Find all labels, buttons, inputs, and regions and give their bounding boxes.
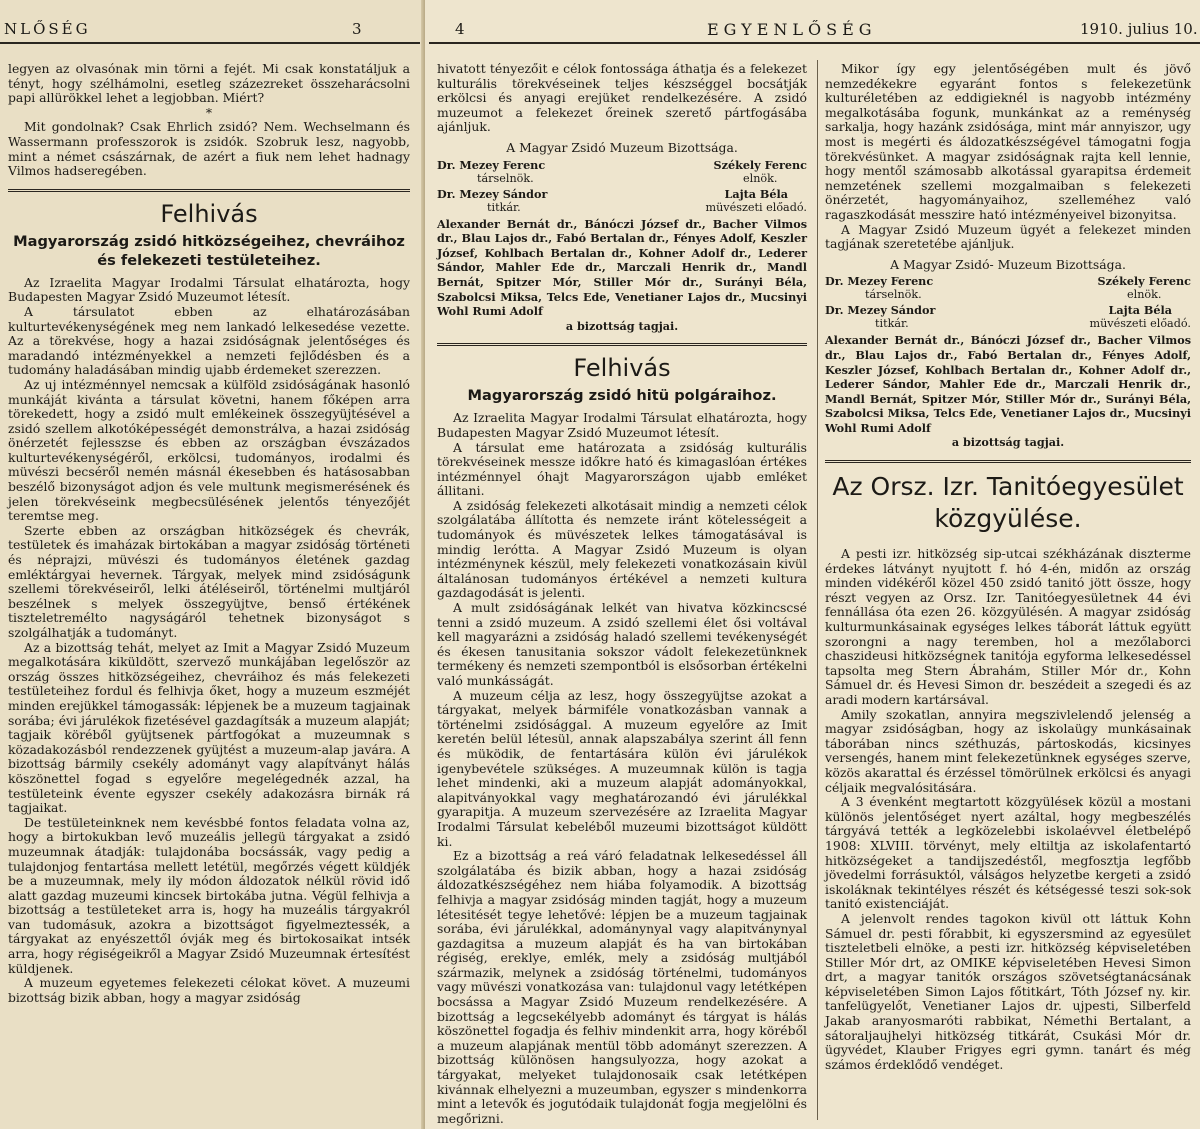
intro-paragraph: legyen az olvasónak min törni a fejét. Mi csak konstatáljuk a tényt, hogy szélhámolni, esetleg százezreket összeharácsolni papi allürökkel lehet a legjobban. Miért? (8, 61, 410, 106)
article-paragraph: De testületeinknek nem kevésbbé fontos feladata volna az, hogy a birtokukban levő muzeális jellegü tárgyakat a zsidó muzeumnak átadják: tulajdonába bocsássák, vagy pedig a tulajdonjog fentartása mellett letétül, megőrzés végett küldjék be a muzeumnak, mely ily módon áldozatok nélkül rövid idő alatt gazdag muzeumi kincsek birtokába jutna. Végül felhivja a bizottság a testületeket arra is, hogy ha muzeális tárgyakról van tudomásuk, azokra a bizottságot figyelmeztessék, a tárgyakat az enyészettől óvják meg és birtokosaikat intsék arra, hogy régiségeikről a Magyar Zsidó Muzeumnak értesítést küldjenek. (8, 814, 410, 976)
article-paragraph: A 3 évenként megtartott közgyülések közül a mostani különös jelentőséget nyert azáltal, hogy megbeszélés tárgyává tették a legközelebbi iskolaévvel életbelépő 1908: XLVIII. törvényt, mely eltiltja az iskolafentartó hitközségeket a tandijszedéstől, megfosztja legfőbb jövedelmi forrásuktól, válságos helyzetbe kergeti a zsidó iskoláknak tekintélyes részét és kétségessé teszi sok-sok tanitó existenciáját. (825, 794, 1191, 912)
section-rule (437, 343, 807, 346)
left-head-rule (0, 42, 420, 44)
signatory-name: Dr. Mezey Ferenc (437, 157, 546, 172)
signatory-name: Lajta Béla (1108, 303, 1173, 318)
appeal-paragraph: A Magyar Zsidó Muzeum ügyét a felekezet minden tagjának szeretetébe ajánljuk. (825, 221, 1191, 252)
article-title: Az Orsz. Izr. Tanitóegyesület közgyülése. (832, 472, 1184, 534)
article-paragraph: A társulatot ebben az elhatározásában kulturtevékenységének meg nem lankadó lelkesedése vezette. Az a törekvése, hogy a hazai zsidóságnak jelentőséges és maradandó intézményekkel a nemzeti fejlődésben és a tudomány haladásában mindig ujabb érdemeket szerezzen. (8, 303, 410, 378)
article-paragraph: Szerte ebben az országban hitközségek és chevrák, testületek és imaházak birtokában a magyar zsidóság történeti és néprajzi, müvészi és tudományos életének gazdag emléktárgyai hevernek. Tárgyak, melyek mind zsidóságunk szellemi törekvéseiről, lelki átéléseiről, történelmi multjáról beszélnek s melyek összegyüjtve, benső értékének tiszteletremélto nagyságáról tehetnek bizonyságot s szolgálhatják a tudományt. (8, 522, 410, 640)
signature-row (825, 275, 1191, 301)
appeal-paragraph: Mikor így egy jelentőségében mult és jövő nemzedékekre egyaránt fontos s felekezetünk kulturéletében az eddigieknél is nagyobb intézmény megalkotásába fogunk, munkánkat az a reménység sarkalja, hogy hazánk zsidósága, mint már annyiszor, ugy most is megérti és áldozatkészségével támogatni fogja törekvésünket. A magyar zsidóságnak rajta kell lennie, hogy mentől számosabb alkotással gyarapitsa érdemeit nemzetének szellemi mozgalmaiban s felekezeti önérzetét, hagyományaihoz, szelleméhez való ragaszkodását messzire ható intézményeivel bizonyitsa. (825, 61, 1191, 222)
members-tail: a bizottság tagjai. (565, 318, 679, 333)
signatory-name: Dr. Mezey Sándor (825, 303, 936, 318)
right-running-head: EGYENLŐSÉG (707, 20, 877, 39)
article-paragraph: Amily szokatlan, annyira megszivlelendő jelenség a magyar zsidóságban, hogy az iskolaügy munkásainak táborában nincs széthuzás, pártoskodás, kicsinyes versengés, hanem mint felekezetünknek egységes szerve, közös akarattal és érzéssel tömörülnek erkölcsi és anyagi céljaik megvalósitására. (825, 706, 1191, 795)
right-page-number: 4 (455, 20, 468, 38)
article-paragraph: Az Izraelita Magyar Irodalmi Társulat elhatározta, hogy Budapesten Magyar Zsidó Muzeumot létesít. (437, 410, 807, 440)
article-paragraph: Ez a bizottság a reá váró feladatnak lelkesedéssel áll szolgálatába és bizik abban, hogy a hazai zsidóság áldozatkészségéhez nem hiába folyamodik. A bizottság felhivja a magyar zsidóság minden tagját, hogy a muzeum létesitését tegye lehetővé: lépjen be a muzeum tagjainak sorába, évi járulékkal, adománynyal vagy alapitványnyal gazdagitsa a muzeum alapját és ha van birtokában régiség, ereklye, emlék, mely a zsidóság multjából származik, melynek a zsidóság történelmi, tudományos vagy müvészi vonatkozása van: tulajdonul vagy letétképen bocsássa a Magyar Zsidó Muzeum rendelkezésére. A bizottság a legcsekélyebb adományt és tárgyat is hálás köszönettel fogadja és felhiv mindenkit arra, hogy köréből a muzeum alapjának mentül több adományt szerezzen. A bizottság különösen hangsulyozza, hogy azokat a tárgyakat, melyeket tulajdonosaik csak letétképen kivánnak elhelyezni a muzeumban, egyszer s mindenkorra mint a letevők és jogutódaik tulajdonát fogja megjelölni és megőrizni. (437, 848, 807, 1126)
column-rule (817, 60, 818, 1120)
signatory-role: müvészeti előadó. (705, 200, 807, 214)
article-paragraph: A muzeum célja az lesz, hogy összegyüjtse azokat a tárgyakat, melyek bármiféle vonatkozásban vannak a történelmi zsidósággal. A muzeum egyelőre az Imit keretén belül létesül, annak alapszabálya szerint áll fenn és müködik, de fentartására külön évi járulékok igenybevétele szükséges. A muzeumnak külön is tagja lehet mindenki, aki a muzeum alapját adományokkal, alapitványokkal vagy meghatározandó évi járulékkal gyarapitja. A muzeum szervezésére az Izraelita Magyar Irodalmi Társulat kebeléből muzeumi bizottságot küldött ki. (437, 687, 807, 849)
article-paragraph: Az Izraelita Magyar Irodalmi Társulat elhatározta, hogy Budapesten Magyar Zsidó Muzeumot létesít. (8, 274, 410, 305)
article-paragraph: A pesti izr. hitközség sip-utcai székházának diszterme érdekes látványt nyujtott f. hó 4-én, midőn az ország minden vidékéről közel 450 zsidó tanitó jött össze, hogy részt vegyen az Orsz. Izr. Tanitóegyesületnek 44 évi fennállása óta ezen 26. közgyülésén. A magyar zsidóság kulturmunkásainak egységes lelkes táborát láttuk együtt szorongni a nagy teremben, hol a mezőlaborci chaszideusi hitközségnek tanitója egyforma lelkesedéssel tapsolta meg Stern Ábrahám, Stiller Mór dr., Kohn Sámuel dr. és Hevesi Simon dr. beszédeit a szegedi és az aradi modern kartársával. (825, 546, 1191, 707)
article-paragraph: A mult zsidóságának lelkét van hivatva közkincscsé tenni a zsidó muzeum. A zsidó szellemi élet ősi voltával kell magyarázni a zsidóság haladó szellemi tevékenységét és ékesen tanusitania sokszor vádolt felekezetünknek termékeny és nemzeti szempontból is elsősorban értékelni való munkásságát. (437, 600, 807, 688)
members-list: Alexander Bernát dr., Bánóczi József dr., Bacher Vilmos dr., Blau Lajos dr., Fabó Bertalan dr., Fényes Adolf, Keszler József, Kohlbach Bertalan dr., Kohner Adolf dr., Lederer Sándor, Mahler Ede dr., Marczali Henrik dr., Mandl Bernát, Spitzer Mór, Stiller Mór dr., Surányi Béla, Szabolcsi Miksa, Telcs Ede, Venetianer Lajos dr., Mucsinyi Wohl Rumi Adolf (437, 216, 807, 319)
signatory-role: titkár. (875, 317, 909, 331)
signatory-role: elnök. (743, 171, 778, 185)
right-column-1 (437, 62, 807, 1126)
members-tail: a bizottság tagjai. (951, 435, 1065, 450)
signatory-name: Székely Ferenc (713, 157, 807, 172)
article-title: Felhivás (573, 354, 671, 383)
signatory-role: társelnök. (477, 171, 534, 185)
article-paragraph: Az uj intézménnyel nemcsak a külföld zsidóságának hasonló munkáját kivánta a társulat követni, hanem főképen arra törekedett, hogy a zsidó mult emlékeinek összegyüjtésével a zsidó szellem alkotóképességét demonstrálva, a hazai zsidóság önérzetét fejlesszse és ebben az országban évszázados kulturtevékenységéről, erkölcsi, tudományos, irodalmi és müvészi becséről nemén másnál ékesebben és hatásosabban beszélő bizonyságot adjon és vele multunk megismerésének és jelen törekvéseink megbecsülésének jelentős tényezőjét teremtse meg. (8, 376, 410, 524)
article-paragraph: Az a bizottság tehát, melyet az Imit a Magyar Zsidó Muzeum megalkotására kiküldött, szervező munkájában legelőször az ország összes hitközségeihez, chevráihoz és más felekezeti testületeihez fordul és felhivja őket, hogy a muzeum eszméjét minden erejükkel támogassák: lépjenek be a muzeum tagjainak sorába; évi járulékok fizetésével gazdagítsák a muzeum alapját; tagjaik köréből gyüjtsenek pártfogókat a muzeumnak s közadakozásból rendezzenek gyüjtést a muzeum-alap javára. A bizottság bármily csekély adományt vagy alapítványt hálás köszönettel fogad s egyelőre megelégednék azzal, ha testületeink évente egyszer csekély adakozásra birnák rá tagjaikat. (8, 639, 410, 816)
article-paragraph: A jelenvolt rendes tagokon kivül ott láttuk Kohn Sámuel dr. pesti főrabbit, ki egyszersmind az egyesület tiszteletbeli elnöke, a pesti izr. hitközség képviseletében Stiller Mór drt, az OMIKE képviseletében Hevesi Simon drt, a magyar tanitók országos szövetségtanácsának képviseletében Simon Lajos főtitkárt, Tóth József ny. kir. tanfelügyelőt, Venetianer Lajos dr. ujpesti, Silberfeld Jakab aranyosmaróti rabbikat, Némethi Bertalant, a sátoraljaujhelyi hitközség titkárát, Csukási Mór dr. ügyvédet, Klauber Frigyes egri gymn. tanárt és még számos érdeklődő vendéget. (825, 910, 1191, 1072)
committee-heading: A Magyar Zsidó Muzeum Bizottsága. (506, 139, 738, 155)
issue-date: 1910. julius 10. (1080, 20, 1198, 38)
signature-row (437, 188, 807, 214)
article-paragraph: A zsidóság felekezeti alkotásait mindig a nemzeti célok szolgálatába állította és nemzete iránt kötelességeit a tudományok és müvészetek lelkes támogatásával is mindig lerótta. A Magyar Zsidó Muzeum is olyan intézménynek készül, mely felekezeti vonatkozásain kivül általánosan tudományos értékével a nemzeti kultura gazdagodását is jelenti. (437, 497, 807, 601)
right-page (425, 0, 1200, 1129)
signatory-name: Székely Ferenc (1097, 274, 1191, 289)
continued-paragraph: hivatott tényezőit e célok fontossága áthatja és a felekezet kulturális törekvéseinek teljes készséggel bocsátják erkölcsi és anyagi erejüket rendelkezésére. A zsidó muzeumot a felekezet őreinek szerető pártfogásába ajánljuk. (437, 61, 807, 135)
signatory-name: Dr. Mezey Sándor (437, 186, 548, 201)
left-column (8, 62, 410, 1005)
signatory-role: elnök. (1127, 288, 1162, 302)
committee-heading: A Magyar Zsidó- Muzeum Bizottsága. (890, 256, 1126, 272)
article-paragraph: A muzeum egyetemes felekezeti célokat követ. A muzeumi bizottság bizik abban, hogy a magyar zsidóság (8, 975, 410, 1005)
signatory-name: Dr. Mezey Ferenc (825, 274, 934, 289)
asterisk-divider: * (205, 104, 213, 120)
committee-members (825, 333, 1191, 450)
section-rule (8, 189, 410, 192)
intro-paragraph: Mit gondolnak? Csak Ehrlich zsidó? Nem. Wechselmann és Wassermann professzorok is zsidók. Szobruk lesz, nagyobb, mint a német császárnak, de azért a fiuk nem lehet hadnagy Vilmos hadseregében. (8, 119, 410, 179)
signature-row (825, 304, 1191, 330)
article-subtitle: Magyarország zsidó hitközségeihez, chevráihoz és felekezeti testületeihez. (13, 232, 405, 269)
right-head-rule (429, 42, 1200, 44)
left-running-head: NLŐSÉG (4, 20, 91, 38)
signatory-role: titkár. (487, 200, 521, 214)
article-paragraph: A társulat eme határozata a zsidóság kulturális törekvéseinek messze időkre ható és kimagaslóan értékes intézménnyel óhajt Magyarországon ujabb emléket állitani. (437, 439, 807, 499)
signatory-name: Lajta Béla (724, 186, 789, 201)
left-page-number: 3 (352, 20, 365, 38)
left-page (0, 0, 425, 1129)
article-subtitle: Magyarország zsidó hitü polgáraihoz. (467, 387, 777, 405)
committee-members (437, 217, 807, 334)
signatory-role: társelnök. (865, 288, 922, 302)
section-rule (825, 460, 1191, 463)
article-title: Felhivás (160, 199, 258, 228)
signature-row (437, 159, 807, 185)
members-list: Alexander Bernát dr., Bánóczi József dr., Bacher Vilmos dr., Blau Lajos dr., Fabó Bertalan dr., Fényes Adolf, Keszler József, Kohlbach Bertalan dr., Kohner Adolf dr., Lederer Sándor, Mahler Ede dr., Marczali Henrik dr., Mandl Bernát, Spitzer Mór, Stiller Mór dr., Surányi Béla, Szabolcsi Miksa, Telcs Ede, Venetianer Lajos dr., Mucsinyi Wohl Rumi Adolf (825, 333, 1191, 435)
signatory-role: müvészeti előadó. (1089, 317, 1191, 331)
right-column-2 (825, 62, 1191, 1072)
